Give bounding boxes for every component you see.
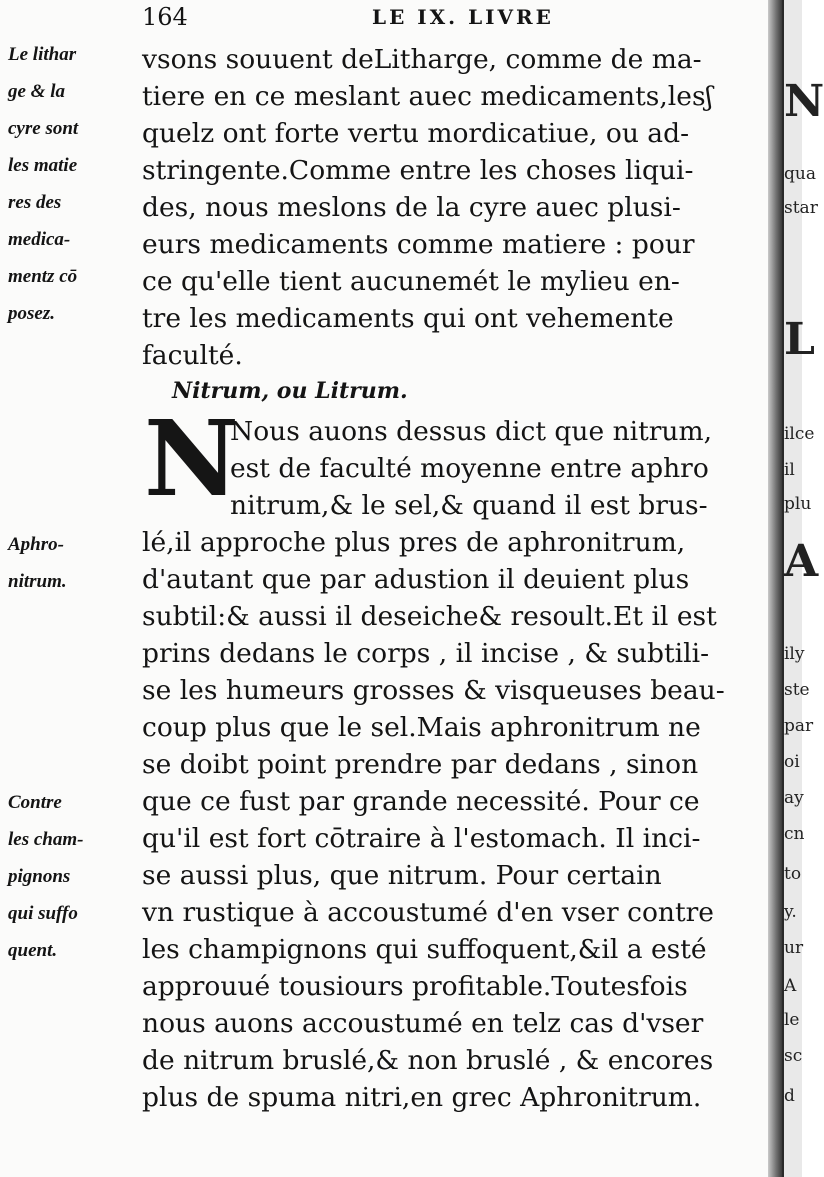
margin-note-line: qui suffo — [8, 903, 78, 924]
facing-page-fragment: A — [784, 976, 797, 996]
text-line: faculté. — [142, 340, 243, 371]
margin-note-line: Le lithar — [8, 44, 77, 65]
facing-page-fragment: star — [784, 198, 818, 218]
text-line: qu'il est fort cōtraire à l'estomach. Il inci- — [142, 823, 701, 854]
text-line: se les humeurs grosses & visqueuses beau- — [142, 675, 725, 706]
facing-page-fragment: d — [784, 1086, 795, 1106]
text-line: se aussi plus, que nitrum. Pour certain — [142, 860, 662, 891]
running-head — [142, 2, 762, 32]
facing-page-fragment: oi — [784, 752, 800, 772]
text-line: eurs medicaments comme matiere : pour — [142, 229, 695, 260]
margin-note-line: cyre sont — [8, 118, 79, 139]
facing-page-fragment: L — [784, 314, 815, 365]
text-line: quelz ont forte vertu mordicatiue, ou ad- — [142, 118, 690, 149]
margin-note-litharge — [8, 36, 140, 332]
text-line: que ce fust par grande necessité. Pour ce — [142, 786, 700, 817]
drop-cap: N — [144, 397, 240, 520]
text-line: est de faculté moyenne entre aphro — [230, 453, 709, 484]
facing-page-fragment: il — [784, 460, 795, 480]
text-line: lé,il approche plus pres de aphronitrum, — [142, 527, 686, 558]
running-title: LE IX. LIVRE — [372, 5, 554, 29]
margin-note-line: les cham- — [8, 829, 84, 850]
margin-note-line: nitrum. — [8, 571, 67, 592]
facing-page-fragment: plu — [784, 494, 812, 514]
text-line: tre les medicaments qui ont vehemente — [142, 303, 674, 334]
text-line: d'autant que par adustion il deuient plus — [142, 564, 690, 595]
margin-note-champignons — [8, 784, 140, 969]
text-line: se doibt point prendre par dedans , sinon — [142, 749, 699, 780]
facing-page-fragment: par — [784, 716, 814, 736]
text-line: ce qu'elle tient aucunemét le mylieu en- — [142, 266, 680, 297]
page-number: 164 — [142, 3, 188, 31]
facing-page-fragment: A — [784, 536, 819, 587]
margin-note-aphronitrum — [8, 526, 140, 600]
facing-page-fragment: N — [784, 76, 824, 127]
facing-page-fragment: y. — [784, 902, 797, 922]
text-line: plus de spuma nitri,en grec Aphronitrum. — [142, 1082, 702, 1113]
margin-note-line: posez. — [8, 303, 55, 324]
text-line: coup plus que le sel.Mais aphronitrum ne — [142, 712, 701, 743]
facing-page-fragment: ilce — [784, 424, 815, 444]
facing-page-fragment: le — [784, 1010, 800, 1030]
margin-note-line: les matie — [8, 155, 78, 176]
margin-note-line: Contre — [8, 792, 62, 813]
text-line: les champignons qui suffoquent,&il a esté — [142, 934, 707, 965]
facing-page-fragment: ste — [784, 680, 810, 700]
facing-page-fragment: ur — [784, 938, 804, 958]
book-gutter — [768, 0, 782, 1177]
text-line: approuué tousiours profitable.Toutesfois — [142, 971, 688, 1002]
text-line: nitrum,& le sel,& quand il est brus- — [230, 490, 708, 521]
margin-note-line: mentz cō — [8, 266, 78, 287]
facing-page-fragment: to — [784, 864, 802, 884]
facing-page-fragment: ily — [784, 644, 805, 664]
text-line: vsons souuent deLitharge, comme de ma- — [142, 44, 702, 75]
facing-page-fragment: qua — [784, 164, 816, 184]
margin-note-line: Aphro- — [8, 534, 64, 555]
margin-note-line: quent. — [8, 940, 58, 961]
text-line: vn rustique à accoustumé d'en vser contre — [142, 897, 714, 928]
margin-note-line: medica- — [8, 229, 71, 250]
text-line: Nous auons dessus dict que nitrum, — [230, 416, 713, 447]
facing-page-fragment: ay — [784, 788, 804, 808]
text-line: des, nous meslons de la cyre auec plusi- — [142, 192, 681, 223]
text-line: de nitrum bruslé,& non bruslé , & encores — [142, 1045, 714, 1076]
text-line: stringente.Comme entre les choses liqui- — [142, 155, 694, 186]
text-line: subtil:& aussi il deseiche& resoult.Et il est — [142, 601, 717, 632]
text-line: tiere en ce meslant auec medicaments,lesʃ — [142, 81, 713, 112]
margin-note-line: ge & la — [8, 81, 65, 102]
text-line: nous auons accoustumé en telz cas d'vser — [142, 1008, 704, 1039]
facing-page-fragment: cn — [784, 824, 805, 844]
facing-page-fragment: sc — [784, 1046, 803, 1066]
facing-page-edge — [782, 0, 824, 1177]
section-heading: Nitrum, ou Litrum. — [172, 378, 408, 404]
margin-note-line: res des — [8, 192, 62, 213]
text-line: prins dedans le corps , il incise , & subtili- — [142, 638, 710, 669]
margin-note-line: pignons — [8, 866, 71, 887]
